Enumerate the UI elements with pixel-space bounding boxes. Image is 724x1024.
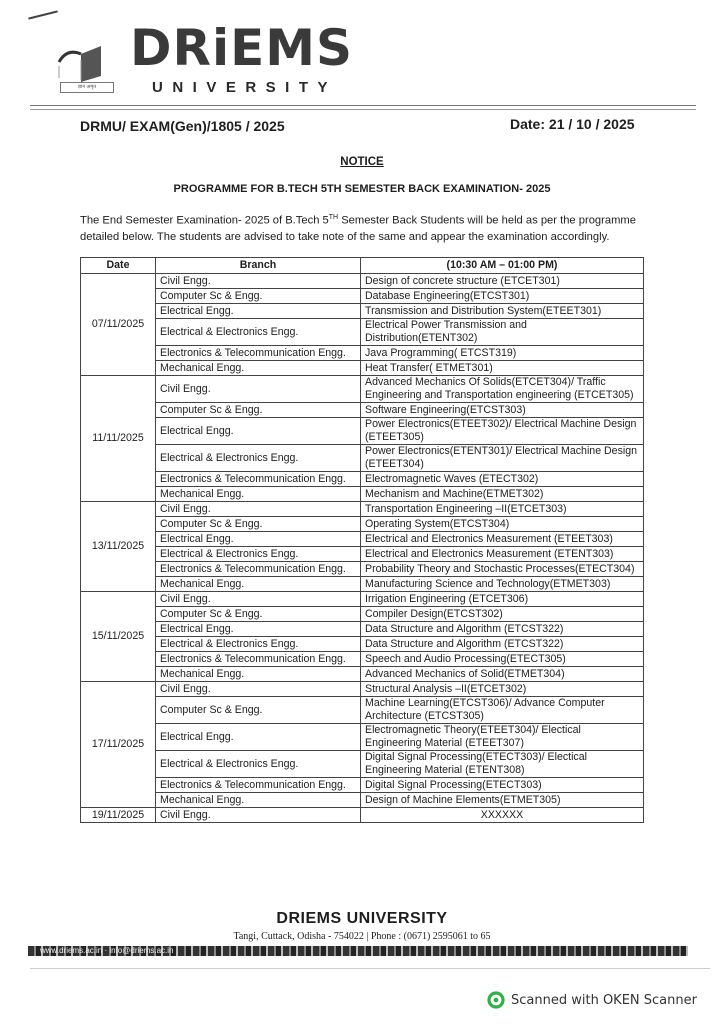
- table-row: [81, 532, 644, 547]
- branch-cell: Computer Sc & Engg.: [156, 289, 361, 304]
- table-row: [81, 808, 644, 823]
- table-row: [81, 778, 644, 793]
- branch-cell: Computer Sc & Engg.: [156, 517, 361, 532]
- table-row: [81, 577, 644, 592]
- subject-cell: Electrical Power Transmission and Distribution(ETENT302): [361, 319, 644, 346]
- subject-cell: Machine Learning(ETCST306)/ Advance Computer Architecture (ETCST305): [361, 697, 644, 724]
- branch-cell: Electrical & Electronics Engg.: [156, 547, 361, 562]
- exam-date-cell: 17/11/2025: [81, 682, 156, 808]
- branch-cell: Electronics & Telecommunication Engg.: [156, 652, 361, 667]
- table-row: [81, 724, 644, 751]
- branch-cell: Electrical Engg.: [156, 622, 361, 637]
- intro-text-1: The End Semester Examination- 2025 of B.Tech 5: [80, 214, 329, 227]
- table-row: [81, 592, 644, 607]
- exam-date-cell: 15/11/2025: [81, 592, 156, 682]
- footer-contact-text: www.driems.ac.in · info@driems.ac.in: [40, 946, 174, 955]
- branch-cell: Civil Engg.: [156, 592, 361, 607]
- branch-cell: Civil Engg.: [156, 682, 361, 697]
- branch-cell: Mechanical Engg.: [156, 577, 361, 592]
- table-row: [81, 472, 644, 487]
- branch-cell: Computer Sc & Engg.: [156, 607, 361, 622]
- subject-cell: Electrical and Electronics Measurement (ETENT303): [361, 547, 644, 562]
- subject-cell: Heat Transfer( ETMET301): [361, 361, 644, 376]
- subject-cell: Software Engineering(ETCST303): [361, 403, 644, 418]
- branch-cell: Mechanical Engg.: [156, 667, 361, 682]
- table-row: [81, 274, 644, 289]
- table-row: [81, 667, 644, 682]
- footer-university-name: DRIEMS UNIVERSITY: [276, 910, 448, 927]
- table-header-row: [81, 258, 644, 274]
- subject-cell: Electromagnetic Theory(ETEET304)/ Electical Engineering Material (ETEET307): [361, 724, 644, 751]
- table-row: [81, 487, 644, 502]
- subject-cell: Electrical and Electronics Measurement (ETEET303): [361, 532, 644, 547]
- subject-cell: Advanced Mechanics of Solid(ETMET304): [361, 667, 644, 682]
- subject-cell: Operating System(ETCST304): [361, 517, 644, 532]
- branch-cell: Electrical Engg.: [156, 418, 361, 445]
- branch-cell: Electrical & Electronics Engg.: [156, 637, 361, 652]
- table-row: [81, 418, 644, 445]
- branch-cell: Civil Engg.: [156, 502, 361, 517]
- subject-cell: Probability Theory and Stochastic Processes(ETECT304): [361, 562, 644, 577]
- intro-paragraph: [80, 210, 650, 245]
- exam-date-cell: 07/11/2025: [81, 274, 156, 376]
- branch-cell: Electronics & Telecommunication Engg.: [156, 472, 361, 487]
- branch-cell: Electrical Engg.: [156, 304, 361, 319]
- table-row: [81, 376, 644, 403]
- date-label: Date:: [510, 116, 546, 132]
- table-row: [81, 697, 644, 724]
- exam-date-cell: 13/11/2025: [81, 502, 156, 592]
- pen-mark: [28, 10, 58, 19]
- branch-cell: Mechanical Engg.: [156, 487, 361, 502]
- table-row: [81, 517, 644, 532]
- subject-cell: Digital Signal Processing(ETECT303): [361, 778, 644, 793]
- header-time: (10:30 AM – 01:00 PM): [361, 258, 644, 274]
- table-row: [81, 346, 644, 361]
- table-row: [81, 622, 644, 637]
- subject-cell: Speech and Audio Processing(ETECT305): [361, 652, 644, 667]
- branch-cell: Civil Engg.: [156, 808, 361, 823]
- header-date: Date: [81, 258, 156, 274]
- programme-title: PROGRAMME FOR B.TECH 5TH SEMESTER BACK EXAMINATION- 2025: [173, 183, 551, 195]
- table-row: [81, 403, 644, 418]
- subject-cell: Structural Analysis –II(ETCET302): [361, 682, 644, 697]
- exam-date-cell: 11/11/2025: [81, 376, 156, 502]
- branch-cell: Electronics & Telecommunication Engg.: [156, 562, 361, 577]
- exam-schedule-table: [80, 257, 644, 823]
- branch-cell: Electronics & Telecommunication Engg.: [156, 346, 361, 361]
- intro-text-2: Semester Back Students will be held as per the programme detailed below. The students are advised to take note of the same and appear the examination accordingly.: [80, 214, 636, 243]
- branch-cell: Electrical Engg.: [156, 532, 361, 547]
- scanner-watermark: [487, 990, 697, 1010]
- notice-date: [510, 116, 635, 132]
- table-row: [81, 289, 644, 304]
- scanner-label: Scanned with OKEN Scanner: [511, 992, 697, 1008]
- table-row: [81, 607, 644, 622]
- subject-cell: Electromagnetic Waves (ETECT302): [361, 472, 644, 487]
- university-logo-subtitle: UNIVERSITY: [152, 79, 338, 96]
- header-divider: [30, 105, 696, 110]
- subject-cell: Power Electronics(ETEET302)/ Electrical Machine Design (ETEET305): [361, 418, 644, 445]
- notice-heading: NOTICE: [340, 156, 384, 168]
- branch-cell: Electrical & Electronics Engg.: [156, 319, 361, 346]
- subject-cell: XXXXXX: [361, 808, 644, 823]
- subject-cell: Compiler Design(ETCST302): [361, 607, 644, 622]
- date-value: 21 / 10 / 2025: [548, 116, 635, 132]
- exam-date-cell: 19/11/2025: [81, 808, 156, 823]
- branch-cell: Computer Sc & Engg.: [156, 697, 361, 724]
- reference-number: DRMU/ EXAM(Gen)/1805 / 2025: [80, 118, 285, 134]
- branch-cell: Civil Engg.: [156, 274, 361, 289]
- branch-cell: Electrical Engg.: [156, 724, 361, 751]
- subject-cell: Manufacturing Science and Technology(ETMET303): [361, 577, 644, 592]
- table-row: [81, 361, 644, 376]
- university-logo-text: DRiEMS: [130, 19, 354, 77]
- intro-superscript: TH: [328, 214, 339, 221]
- subject-cell: Data Structure and Algorithm (ETCST322): [361, 622, 644, 637]
- subject-cell: Database Engineering(ETCST301): [361, 289, 644, 304]
- oken-scanner-icon: [487, 991, 505, 1009]
- subject-cell: Data Structure and Algorithm (ETCST322): [361, 637, 644, 652]
- header-branch: Branch: [156, 258, 361, 274]
- branch-cell: Civil Engg.: [156, 376, 361, 403]
- subject-cell: Java Programming( ETCST319): [361, 346, 644, 361]
- subject-cell: Advanced Mechanics Of Solids(ETCET304)/ Traffic Engineering and Transportation engineering (ETCET305): [361, 376, 644, 403]
- footer-divider: [30, 968, 710, 969]
- subject-cell: Irrigation Engineering (ETCET306): [361, 592, 644, 607]
- subject-cell: Transportation Engineering –II(ETCET303): [361, 502, 644, 517]
- table-row: [81, 445, 644, 472]
- table-body: [81, 274, 644, 823]
- table-row: [81, 502, 644, 517]
- table-row: [81, 304, 644, 319]
- branch-cell: Mechanical Engg.: [156, 793, 361, 808]
- subject-cell: Digital Signal Processing(ETECT303)/ Electical Engineering Material (ETENT308): [361, 751, 644, 778]
- branch-cell: Electrical & Electronics Engg.: [156, 445, 361, 472]
- logo-tagline: ज्ञान अमृत: [60, 82, 114, 93]
- table-row: [81, 319, 644, 346]
- branch-cell: Electronics & Telecommunication Engg.: [156, 778, 361, 793]
- table-row: [81, 793, 644, 808]
- table-row: [81, 652, 644, 667]
- table-row: [81, 637, 644, 652]
- footer-address: Tangi, Cuttack, Odisha - 754022 | Phone : (0671) 2595061 to 65: [233, 931, 491, 942]
- subject-cell: Design of concrete structure (ETCET301): [361, 274, 644, 289]
- table-row: [81, 751, 644, 778]
- branch-cell: Computer Sc & Engg.: [156, 403, 361, 418]
- table-row: [81, 547, 644, 562]
- branch-cell: Mechanical Engg.: [156, 361, 361, 376]
- subject-cell: Transmission and Distribution System(ETEET301): [361, 304, 644, 319]
- branch-cell: Electrical & Electronics Engg.: [156, 751, 361, 778]
- table-row: [81, 682, 644, 697]
- table-row: [81, 562, 644, 577]
- subject-cell: Power Electronics(ETENT301)/ Electrical Machine Design (ETEET304): [361, 445, 644, 472]
- subject-cell: Mechanism and Machine(ETMET302): [361, 487, 644, 502]
- subject-cell: Design of Machine Elements(ETMET305): [361, 793, 644, 808]
